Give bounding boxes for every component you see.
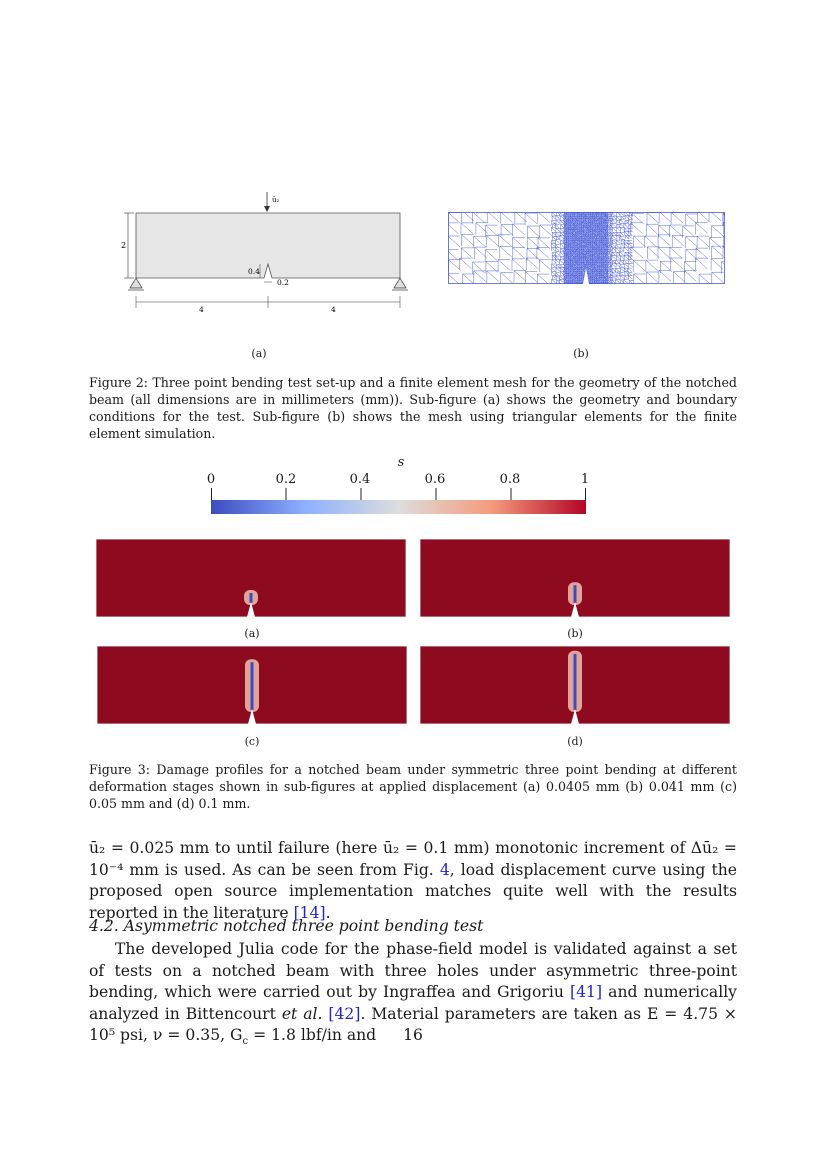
dim-notch-width: 0.2 [277, 278, 289, 287]
dim-notch-height: 0.4 [248, 267, 260, 276]
damage-panel-a [96, 539, 406, 617]
p1-text-c: . [325, 903, 331, 922]
paragraph-1 [89, 838, 737, 924]
crack [574, 585, 577, 603]
citation-link[interactable]: [42] [328, 1004, 361, 1023]
colorbar-tick: 0 [206, 472, 216, 487]
page-number: 16 [403, 1026, 423, 1044]
figure-ref-link[interactable]: 4 [439, 860, 450, 879]
section-heading: 4.2. Asymmetric notched three point bending test [89, 917, 484, 935]
figure2-geometry [110, 190, 420, 320]
p1-text-a: ū₂ = 0.025 mm to until failure (here ū₂ = 0.1 mm) monotonic increment of Δū₂ = 10⁻⁴ mm is used. As can be seen from Fig. [89, 839, 737, 879]
damage-panel-d [420, 646, 730, 724]
p2-subscript: c [242, 1036, 249, 1048]
figure2-caption: Figure 2: Three point bending test set-up and a finite element mesh for the geometry of the notched beam (all dimensions are in millimeters (mm)). Sub-figure (a) shows the geometry and boundary conditions for the test. Sub-figure (b) shows the mesh using triangular elements for the finite element simulation. [89, 375, 737, 441]
p2-text-d: = 1.8 lbf/in and [248, 1026, 377, 1044]
citation-link[interactable]: [41] [570, 983, 603, 1001]
crack [251, 662, 254, 710]
dim-height: 2 [121, 241, 127, 250]
figure2-mesh [448, 212, 725, 284]
figure3-caption: Figure 3: Damage profiles for a notched beam under symmetric three point bending at different deformation stages shown in sub-figures at applied displacement (a) 0.0405 mm (b) 0.041 mm (c) 0.05 mm and (d) 0.1 mm. [89, 762, 737, 811]
colorbar-tick: 0.2 [275, 472, 297, 487]
p2-text-b: and numerically analyzed in Bittencourt [89, 983, 737, 1023]
figure3-sublabel-c: (c) [244, 735, 260, 748]
citation-link[interactable]: [14] [293, 903, 326, 922]
figure2-sublabel-a: (a) [251, 347, 267, 360]
crack [250, 593, 253, 603]
beam-body [136, 213, 400, 278]
colorbar-tick: 0.8 [499, 472, 521, 487]
et-al: et al. [281, 1004, 323, 1023]
damage-panel-c [97, 646, 407, 724]
colorbar [211, 488, 586, 514]
p1-text-b: , load displacement curve using the proposed open source implementation matches quite well with the results reported in the literature [89, 860, 737, 922]
colorbar-tick: 0.6 [424, 472, 446, 487]
p2-text-a: The developed Julia code for the phase-field model is validated against a set of tests on a notched beam with three holes under asymmetric three-point bending, which were carried out by Ingraffea and Grigoriu [89, 940, 737, 1001]
dim-right-span: 4 [331, 305, 336, 314]
colorbar-tick: 1 [580, 472, 590, 487]
dim-left-span: 4 [199, 305, 204, 314]
figure3-sublabel-d: (d) [567, 735, 583, 748]
figure3-sublabel-a: (a) [244, 627, 260, 640]
colorbar-tick: 0.4 [349, 472, 371, 487]
colorbar-title: s [397, 455, 405, 470]
figure2-sublabel-b: (b) [573, 347, 589, 360]
load-label: ū₂ [272, 196, 280, 204]
figure3-sublabel-b: (b) [567, 627, 583, 640]
crack [574, 654, 577, 710]
damage-panel-b [420, 539, 730, 617]
p2-text-c: . Material parameters are taken as E = 4.75 × 10⁵ psi, ν = 0.35, G [89, 1004, 737, 1044]
